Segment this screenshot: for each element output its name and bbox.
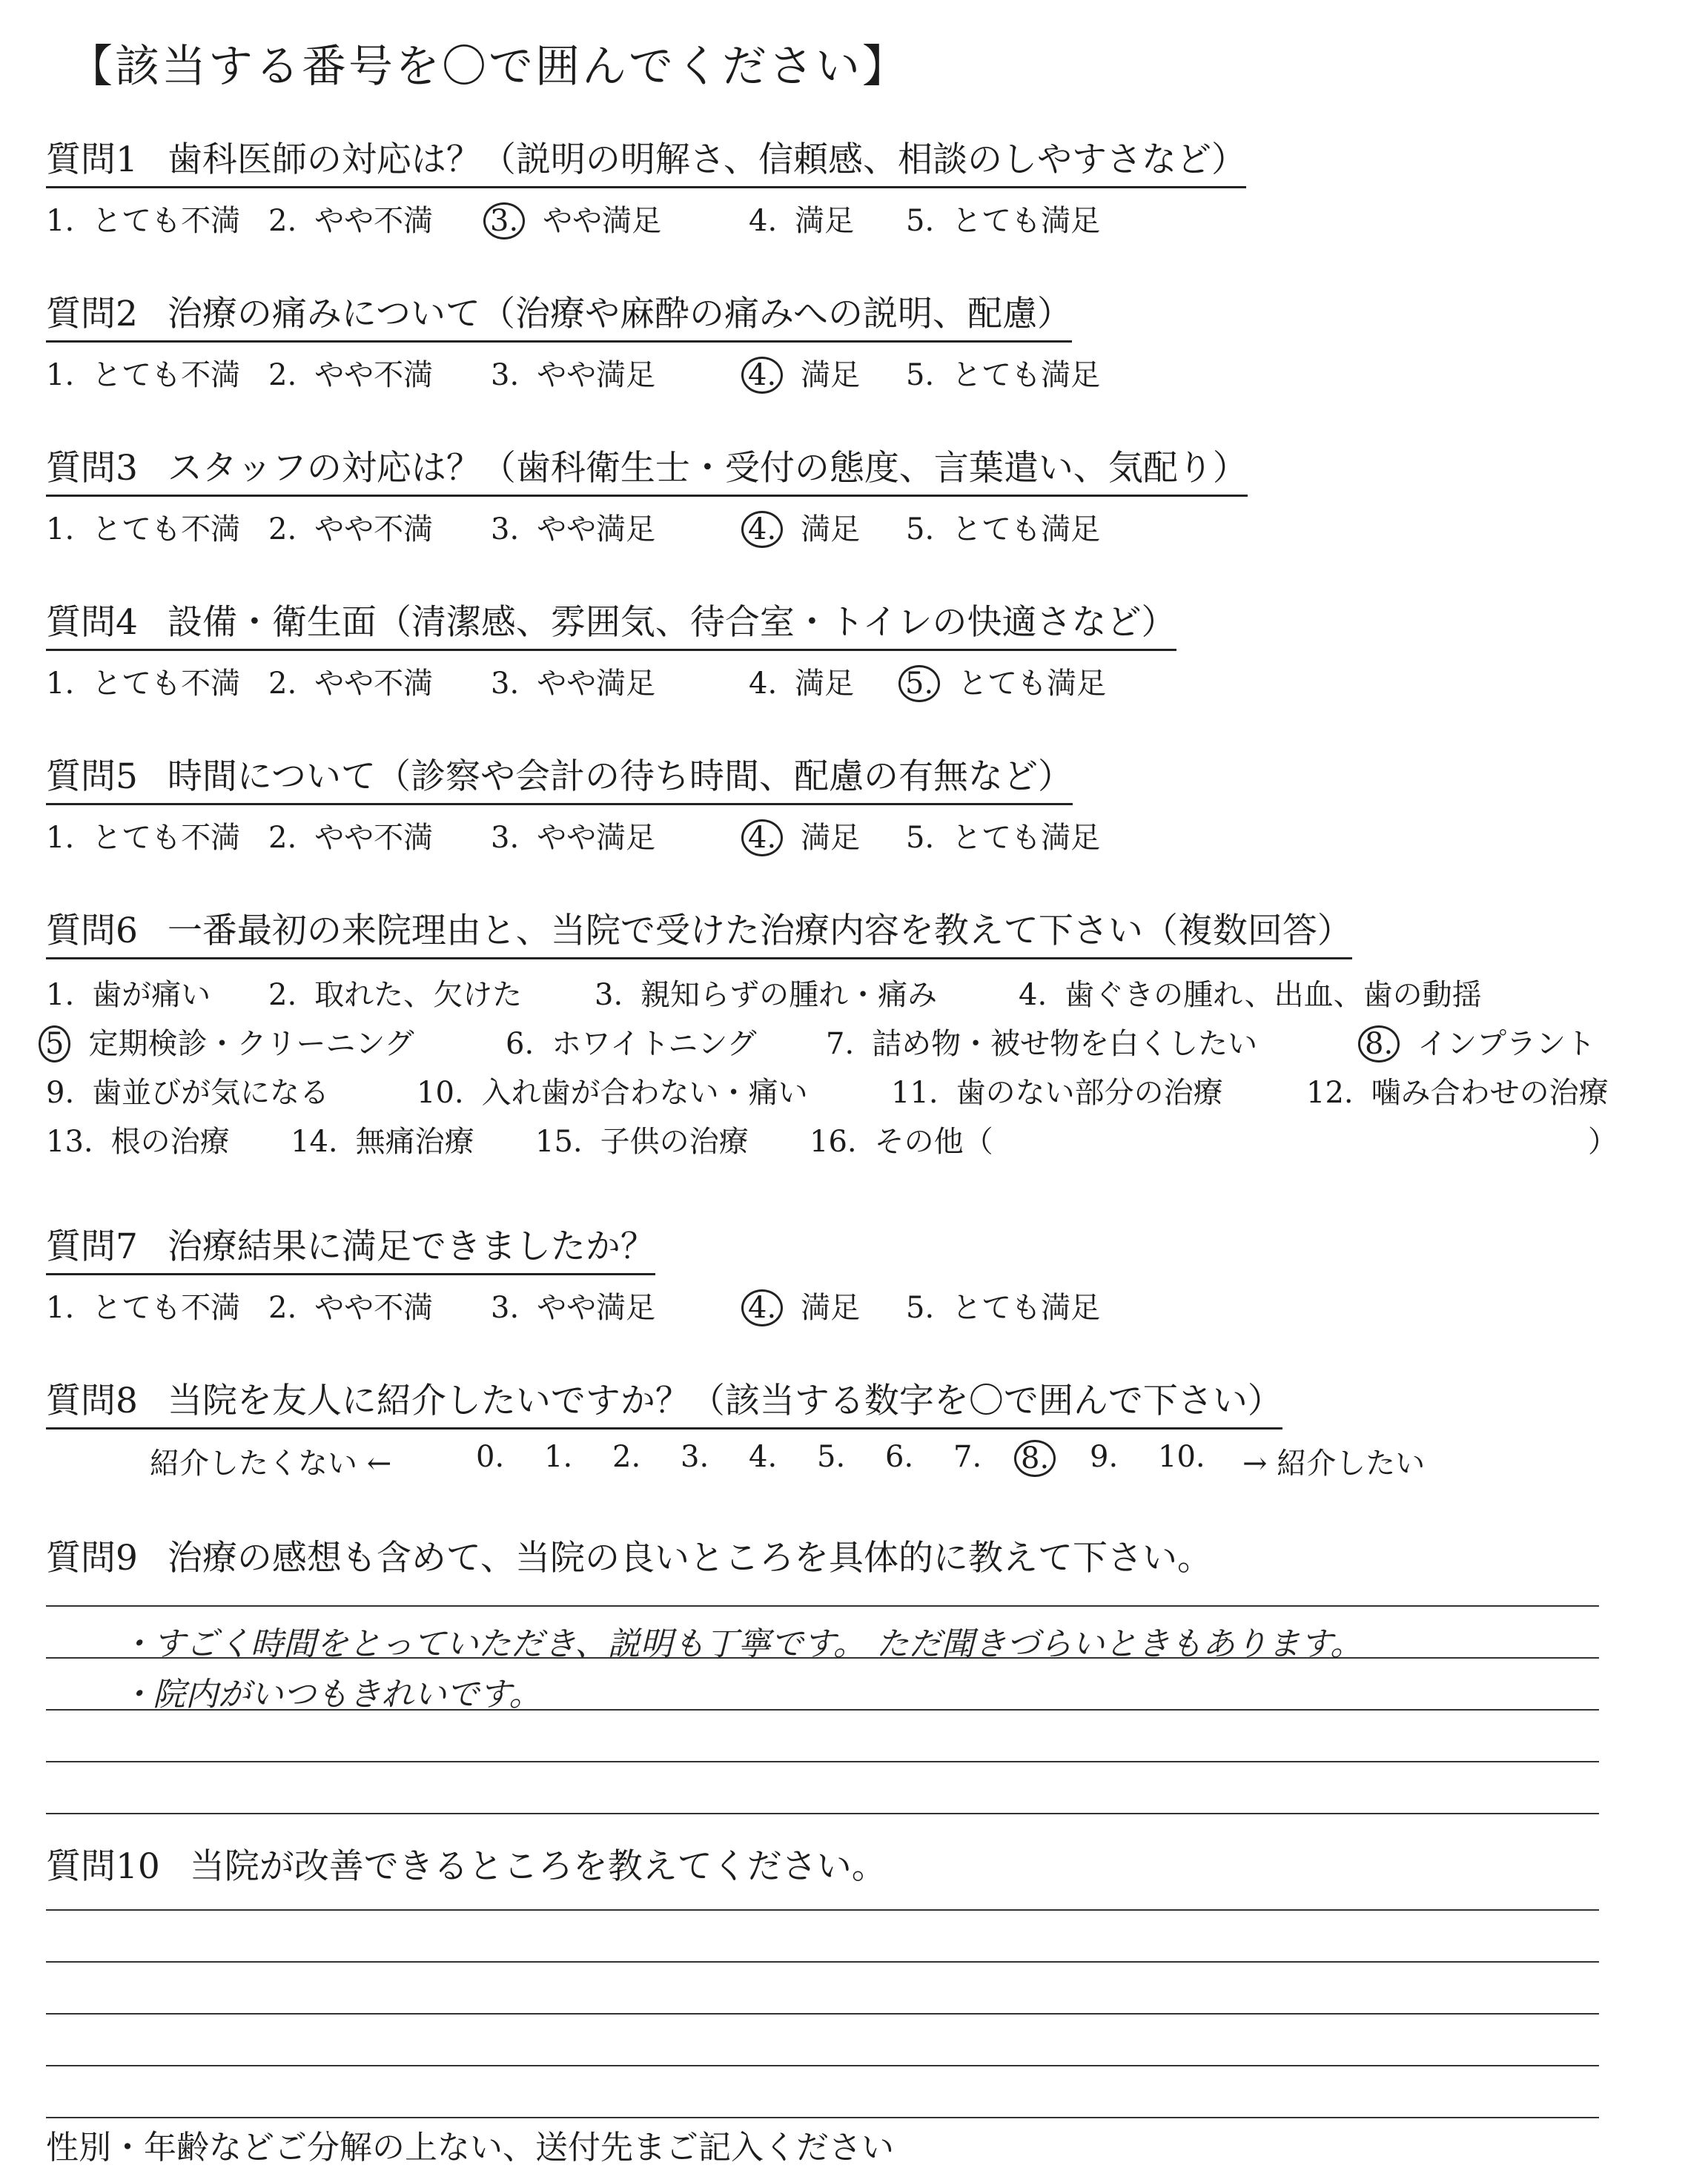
question-text: 当院を友人に紹介したいですか？（該当する数字を〇で囲んで下さい） xyxy=(167,1381,1282,1421)
instruction-header: 【該当する番号を〇で囲んでください】 xyxy=(68,41,909,93)
option-label: 満足 xyxy=(801,1291,861,1325)
option-3[interactable] xyxy=(491,1284,655,1326)
question-number: 質問10 xyxy=(46,1846,160,1887)
scale-value[interactable] xyxy=(749,1440,795,1474)
option-label: 根の治療 xyxy=(110,1125,230,1159)
writing-line xyxy=(46,2013,1599,2015)
option-number: 3. xyxy=(483,202,525,239)
option-1[interactable] xyxy=(46,506,240,548)
scale-number: 7. xyxy=(953,1440,982,1474)
option-4[interactable] xyxy=(749,197,854,239)
option-2[interactable] xyxy=(268,506,433,548)
option-number: 11. xyxy=(891,1076,939,1110)
option-2[interactable] xyxy=(268,197,433,239)
option-2[interactable] xyxy=(268,660,433,702)
option-number: 3. xyxy=(491,667,520,701)
option-label: とても満足 xyxy=(952,1291,1101,1325)
option-label: やや満足 xyxy=(537,1291,656,1325)
scale-number: 6. xyxy=(885,1440,914,1474)
question-5 xyxy=(46,749,1662,856)
scale-number: 9. xyxy=(1090,1440,1119,1474)
option-number: 2. xyxy=(268,512,297,546)
option-label: とても不満 xyxy=(92,821,241,855)
option-number: 2. xyxy=(268,204,297,238)
option-number: 13. xyxy=(46,1125,93,1159)
scale-right-label: → 紹介したい xyxy=(1242,1447,1426,1481)
option-5[interactable] xyxy=(906,814,1100,856)
option-label: やや不満 xyxy=(314,358,434,392)
q6-option[interactable] xyxy=(535,1118,749,1160)
option-number: 8. xyxy=(1358,1025,1400,1062)
option-number: 2. xyxy=(268,667,297,701)
option-label: やや不満 xyxy=(314,821,434,855)
option-3[interactable] xyxy=(491,814,655,856)
option-3[interactable] xyxy=(491,506,655,548)
option-1[interactable] xyxy=(46,351,240,394)
writing-line xyxy=(46,1909,1599,1911)
option-3[interactable] xyxy=(491,351,655,394)
q6-option[interactable] xyxy=(1366,1020,1595,1062)
writing-line xyxy=(46,1605,1599,1607)
writing-line xyxy=(46,2117,1599,2118)
option-number: 1. xyxy=(46,1291,75,1325)
question-number: 質問3 xyxy=(46,448,138,489)
question-text: 当院が改善できるところを教えてください。 xyxy=(189,1846,887,1887)
scale-value[interactable] xyxy=(681,1440,726,1474)
option-label: 満足 xyxy=(801,821,861,855)
q6-option[interactable] xyxy=(891,1069,1223,1111)
question-title xyxy=(46,286,1072,343)
writing-line xyxy=(46,1761,1599,1762)
question-2 xyxy=(46,286,1662,393)
option-4[interactable] xyxy=(749,660,854,702)
option-number: 14. xyxy=(291,1125,338,1159)
question-text: スタッフの対応は？（歯科衛生士・受付の態度、言葉遣い、気配り） xyxy=(167,448,1248,489)
question-title xyxy=(46,1219,655,1275)
option-label: 無痛治療 xyxy=(355,1125,474,1159)
option-label: 噛み合わせの治療 xyxy=(1371,1076,1609,1110)
option-label: とても満足 xyxy=(952,204,1101,238)
scale-left-label: 紹介したくない ← xyxy=(150,1447,392,1481)
question-number: 質問7 xyxy=(46,1226,138,1267)
q6-row xyxy=(46,967,1662,1016)
question-text: 時間について（診察や会計の待ち時間、配慮の有無など） xyxy=(167,756,1073,797)
option-number: 3. xyxy=(491,358,520,392)
option-label: 詰め物・被せ物を白くしたい xyxy=(872,1027,1258,1061)
option-label: その他（ xyxy=(874,1125,993,1159)
question-8 xyxy=(46,1373,1662,1484)
scale-value[interactable] xyxy=(544,1440,590,1474)
question-number: 質問6 xyxy=(46,911,138,951)
question-title xyxy=(46,1373,1282,1430)
scale-value[interactable] xyxy=(817,1440,863,1474)
option-label: やや不満 xyxy=(314,1291,434,1325)
option-label: やや不満 xyxy=(314,204,434,238)
scale-value[interactable] xyxy=(1090,1440,1136,1474)
question-text: 一番最初の来院理由と、当院で受けた治療内容を教えて下さい（複数回答） xyxy=(167,911,1352,951)
q6-option[interactable] xyxy=(506,1020,757,1062)
scale-number: 5. xyxy=(817,1440,846,1474)
option-number: 1. xyxy=(46,512,75,546)
option-number: 3. xyxy=(491,1291,520,1325)
answer-options xyxy=(46,814,1662,856)
option-number: 3. xyxy=(491,821,520,855)
question-text: 設備・衛生面（清潔感、雰囲気、待合室・トイレの快適さなど） xyxy=(167,602,1176,643)
q6-option[interactable] xyxy=(1306,1069,1609,1111)
option-label: やや満足 xyxy=(537,358,656,392)
question-title xyxy=(46,903,1352,959)
q6-option[interactable] xyxy=(1588,1118,1618,1160)
writing-line xyxy=(46,1813,1599,1814)
option-label: 取れた、欠けた xyxy=(314,978,523,1012)
option-5[interactable] xyxy=(906,351,1100,394)
scale-value[interactable] xyxy=(1022,1440,1073,1477)
option-1[interactable] xyxy=(46,1284,240,1326)
scale-value[interactable] xyxy=(953,1440,999,1474)
option-number: 4. xyxy=(749,204,778,238)
option-number: 1. xyxy=(46,358,75,392)
option-number: 4. xyxy=(749,667,778,701)
option-1[interactable] xyxy=(46,814,240,856)
option-number: 5. xyxy=(906,1291,935,1325)
option-label: 満足 xyxy=(795,667,855,701)
option-number: 5. xyxy=(906,358,935,392)
answer-options xyxy=(46,351,1662,393)
option-label: ） xyxy=(1588,1125,1618,1159)
answer-options xyxy=(46,197,1662,239)
option-2[interactable] xyxy=(268,814,433,856)
option-label: 満足 xyxy=(801,358,861,392)
question-1 xyxy=(46,132,1662,239)
option-label: とても満足 xyxy=(958,667,1107,701)
writing-line xyxy=(46,2065,1599,2066)
option-number: 4. xyxy=(1019,978,1047,1012)
option-label: とても不満 xyxy=(92,667,241,701)
answer-options xyxy=(46,506,1662,547)
option-number: 7. xyxy=(826,1027,855,1061)
scale-number: 8. xyxy=(1014,1440,1056,1477)
question-title xyxy=(46,440,1248,497)
question-text: 歯科医師の対応は？（説明の明解さ、信頼感、相談のしやすさなど） xyxy=(167,139,1247,180)
option-number: 2. xyxy=(268,358,297,392)
option-label: やや不満 xyxy=(314,667,434,701)
answer-options xyxy=(46,1284,1662,1326)
option-label: インプラント xyxy=(1417,1027,1596,1061)
scale-number: 0. xyxy=(476,1440,505,1474)
scale-number: 1. xyxy=(544,1440,573,1474)
handwritten-answer: ・すごく時間をとっていただき、説明も丁寧です。 ただ聞きづらいときもあります。 xyxy=(120,1625,1363,1663)
writing-line xyxy=(46,1961,1599,1963)
option-5[interactable] xyxy=(906,1284,1100,1326)
option-label: やや満足 xyxy=(543,204,662,238)
q6-option[interactable] xyxy=(810,1118,993,1160)
q6-option[interactable] xyxy=(291,1118,474,1160)
option-label: とても不満 xyxy=(92,512,241,546)
q6-option[interactable] xyxy=(826,1020,1257,1062)
option-label: とても満足 xyxy=(952,358,1101,392)
q6-row xyxy=(46,1016,1662,1065)
question-number: 質問8 xyxy=(46,1381,138,1421)
option-number: 4. xyxy=(741,1289,783,1326)
option-number: 1. xyxy=(46,821,75,855)
question-title xyxy=(46,749,1073,805)
option-number: 16. xyxy=(810,1125,857,1159)
option-label: 歯ぐきの腫れ、出血、歯の動揺 xyxy=(1065,978,1482,1012)
question-number: 質問4 xyxy=(46,602,138,643)
q6-option[interactable] xyxy=(268,971,522,1014)
q6-option[interactable] xyxy=(46,1118,230,1160)
option-5[interactable] xyxy=(906,660,1106,702)
option-number: 4. xyxy=(741,357,783,394)
option-number: 1. xyxy=(46,204,75,238)
option-label: 満足 xyxy=(795,204,855,238)
option-3[interactable] xyxy=(491,197,661,239)
q6-option[interactable] xyxy=(1019,971,1482,1014)
option-number: 3. xyxy=(491,512,520,546)
footer-note: 性別・年齢などご分解の上ない、送付先まご記入ください xyxy=(46,2129,894,2167)
option-label: とても満足 xyxy=(952,821,1101,855)
option-number: 6. xyxy=(506,1027,534,1061)
question-text: 治療の感想も含めて、当院の良いところを具体的に教えて下さい。 xyxy=(167,1538,1212,1579)
option-number: 5 xyxy=(39,1025,70,1062)
option-4[interactable] xyxy=(749,506,860,548)
option-number: 4. xyxy=(741,511,783,548)
question-title xyxy=(46,1530,1212,1584)
option-number: 1. xyxy=(46,978,75,1012)
option-number: 2. xyxy=(268,978,297,1012)
option-5[interactable] xyxy=(906,506,1100,548)
question-number: 質問5 xyxy=(46,756,138,797)
q6-option[interactable] xyxy=(417,1069,808,1111)
option-number: 2. xyxy=(268,821,297,855)
option-1[interactable] xyxy=(46,660,240,702)
option-label: とても満足 xyxy=(952,512,1101,546)
option-number: 10. xyxy=(417,1076,464,1110)
option-label: 親知らずの腫れ・痛み xyxy=(640,978,938,1012)
handwritten-answer: ・院内がいつもきれいです。 xyxy=(120,1676,542,1713)
option-label: ホワイトニング xyxy=(552,1027,757,1061)
q6-option[interactable] xyxy=(46,971,211,1014)
option-1[interactable] xyxy=(46,197,240,239)
option-number: 5. xyxy=(906,821,935,855)
option-label: とても不満 xyxy=(92,1291,241,1325)
option-label: 歯並びが気になる xyxy=(92,1076,330,1110)
q6-option[interactable] xyxy=(46,1020,414,1062)
q6-option[interactable] xyxy=(46,1069,329,1111)
answer-lines xyxy=(46,1893,1662,2152)
question-title xyxy=(46,1839,887,1893)
option-number: 5. xyxy=(906,512,935,546)
question-3 xyxy=(46,440,1662,547)
scale-number: 10. xyxy=(1158,1440,1205,1474)
question-10 xyxy=(46,1839,1662,2152)
q6-option[interactable] xyxy=(595,971,937,1014)
scale-value[interactable] xyxy=(885,1440,931,1474)
option-label: 子供の治療 xyxy=(600,1125,749,1159)
option-4[interactable] xyxy=(749,351,860,394)
question-number: 質問9 xyxy=(46,1538,138,1579)
option-label: 満足 xyxy=(801,512,861,546)
scale-number: 4. xyxy=(749,1440,778,1474)
option-label: やや満足 xyxy=(537,667,656,701)
question-9 xyxy=(46,1530,1662,1829)
question-text: 治療結果に満足できましたか？ xyxy=(167,1226,655,1267)
scale-value[interactable] xyxy=(1158,1440,1223,1474)
option-3[interactable] xyxy=(491,660,655,702)
option-number: 1. xyxy=(46,667,75,701)
option-number: 5. xyxy=(898,665,940,702)
option-number: 2. xyxy=(268,1291,297,1325)
option-4[interactable] xyxy=(749,1284,860,1326)
question-number: 質問1 xyxy=(46,139,138,180)
option-number: 5. xyxy=(906,204,935,238)
q6-row xyxy=(46,1065,1662,1114)
question-text: 治療の痛みについて（治療や麻酔の痛みへの説明、配慮） xyxy=(167,294,1073,334)
answer-options xyxy=(46,660,1662,701)
option-4[interactable] xyxy=(749,814,860,856)
scale-number: 3. xyxy=(681,1440,709,1474)
answer-lines xyxy=(46,1584,1662,1829)
option-label: 歯が痛い xyxy=(92,978,211,1012)
option-2[interactable] xyxy=(268,351,433,394)
question-title xyxy=(46,132,1246,188)
scale-number: 2. xyxy=(612,1440,641,1474)
option-label: とても不満 xyxy=(92,358,241,392)
option-5[interactable] xyxy=(906,197,1100,239)
option-label: とても不満 xyxy=(92,204,241,238)
question-title xyxy=(46,595,1176,651)
option-label: 歯のない部分の治療 xyxy=(956,1076,1223,1110)
scale-value[interactable] xyxy=(476,1440,522,1474)
option-2[interactable] xyxy=(268,1284,433,1326)
option-label: やや不満 xyxy=(314,512,434,546)
option-number: 15. xyxy=(535,1125,583,1159)
q6-options xyxy=(46,967,1662,1163)
question-4 xyxy=(46,595,1662,701)
option-number: 12. xyxy=(1306,1076,1354,1110)
option-label: 入れ歯が合わない・痛い xyxy=(481,1076,808,1110)
option-number: 4. xyxy=(741,819,783,856)
scale-value[interactable] xyxy=(612,1440,658,1474)
recommend-scale xyxy=(46,1440,1662,1484)
question-number: 質問2 xyxy=(46,294,138,334)
question-7 xyxy=(46,1219,1662,1326)
q6-row xyxy=(46,1114,1662,1163)
option-label: やや満足 xyxy=(537,821,656,855)
option-number: 3. xyxy=(595,978,623,1012)
question-6 xyxy=(46,903,1662,1163)
option-number: 9. xyxy=(46,1076,75,1110)
option-label: やや満足 xyxy=(537,512,656,546)
option-label: 定期検診・クリーニング xyxy=(88,1027,414,1061)
